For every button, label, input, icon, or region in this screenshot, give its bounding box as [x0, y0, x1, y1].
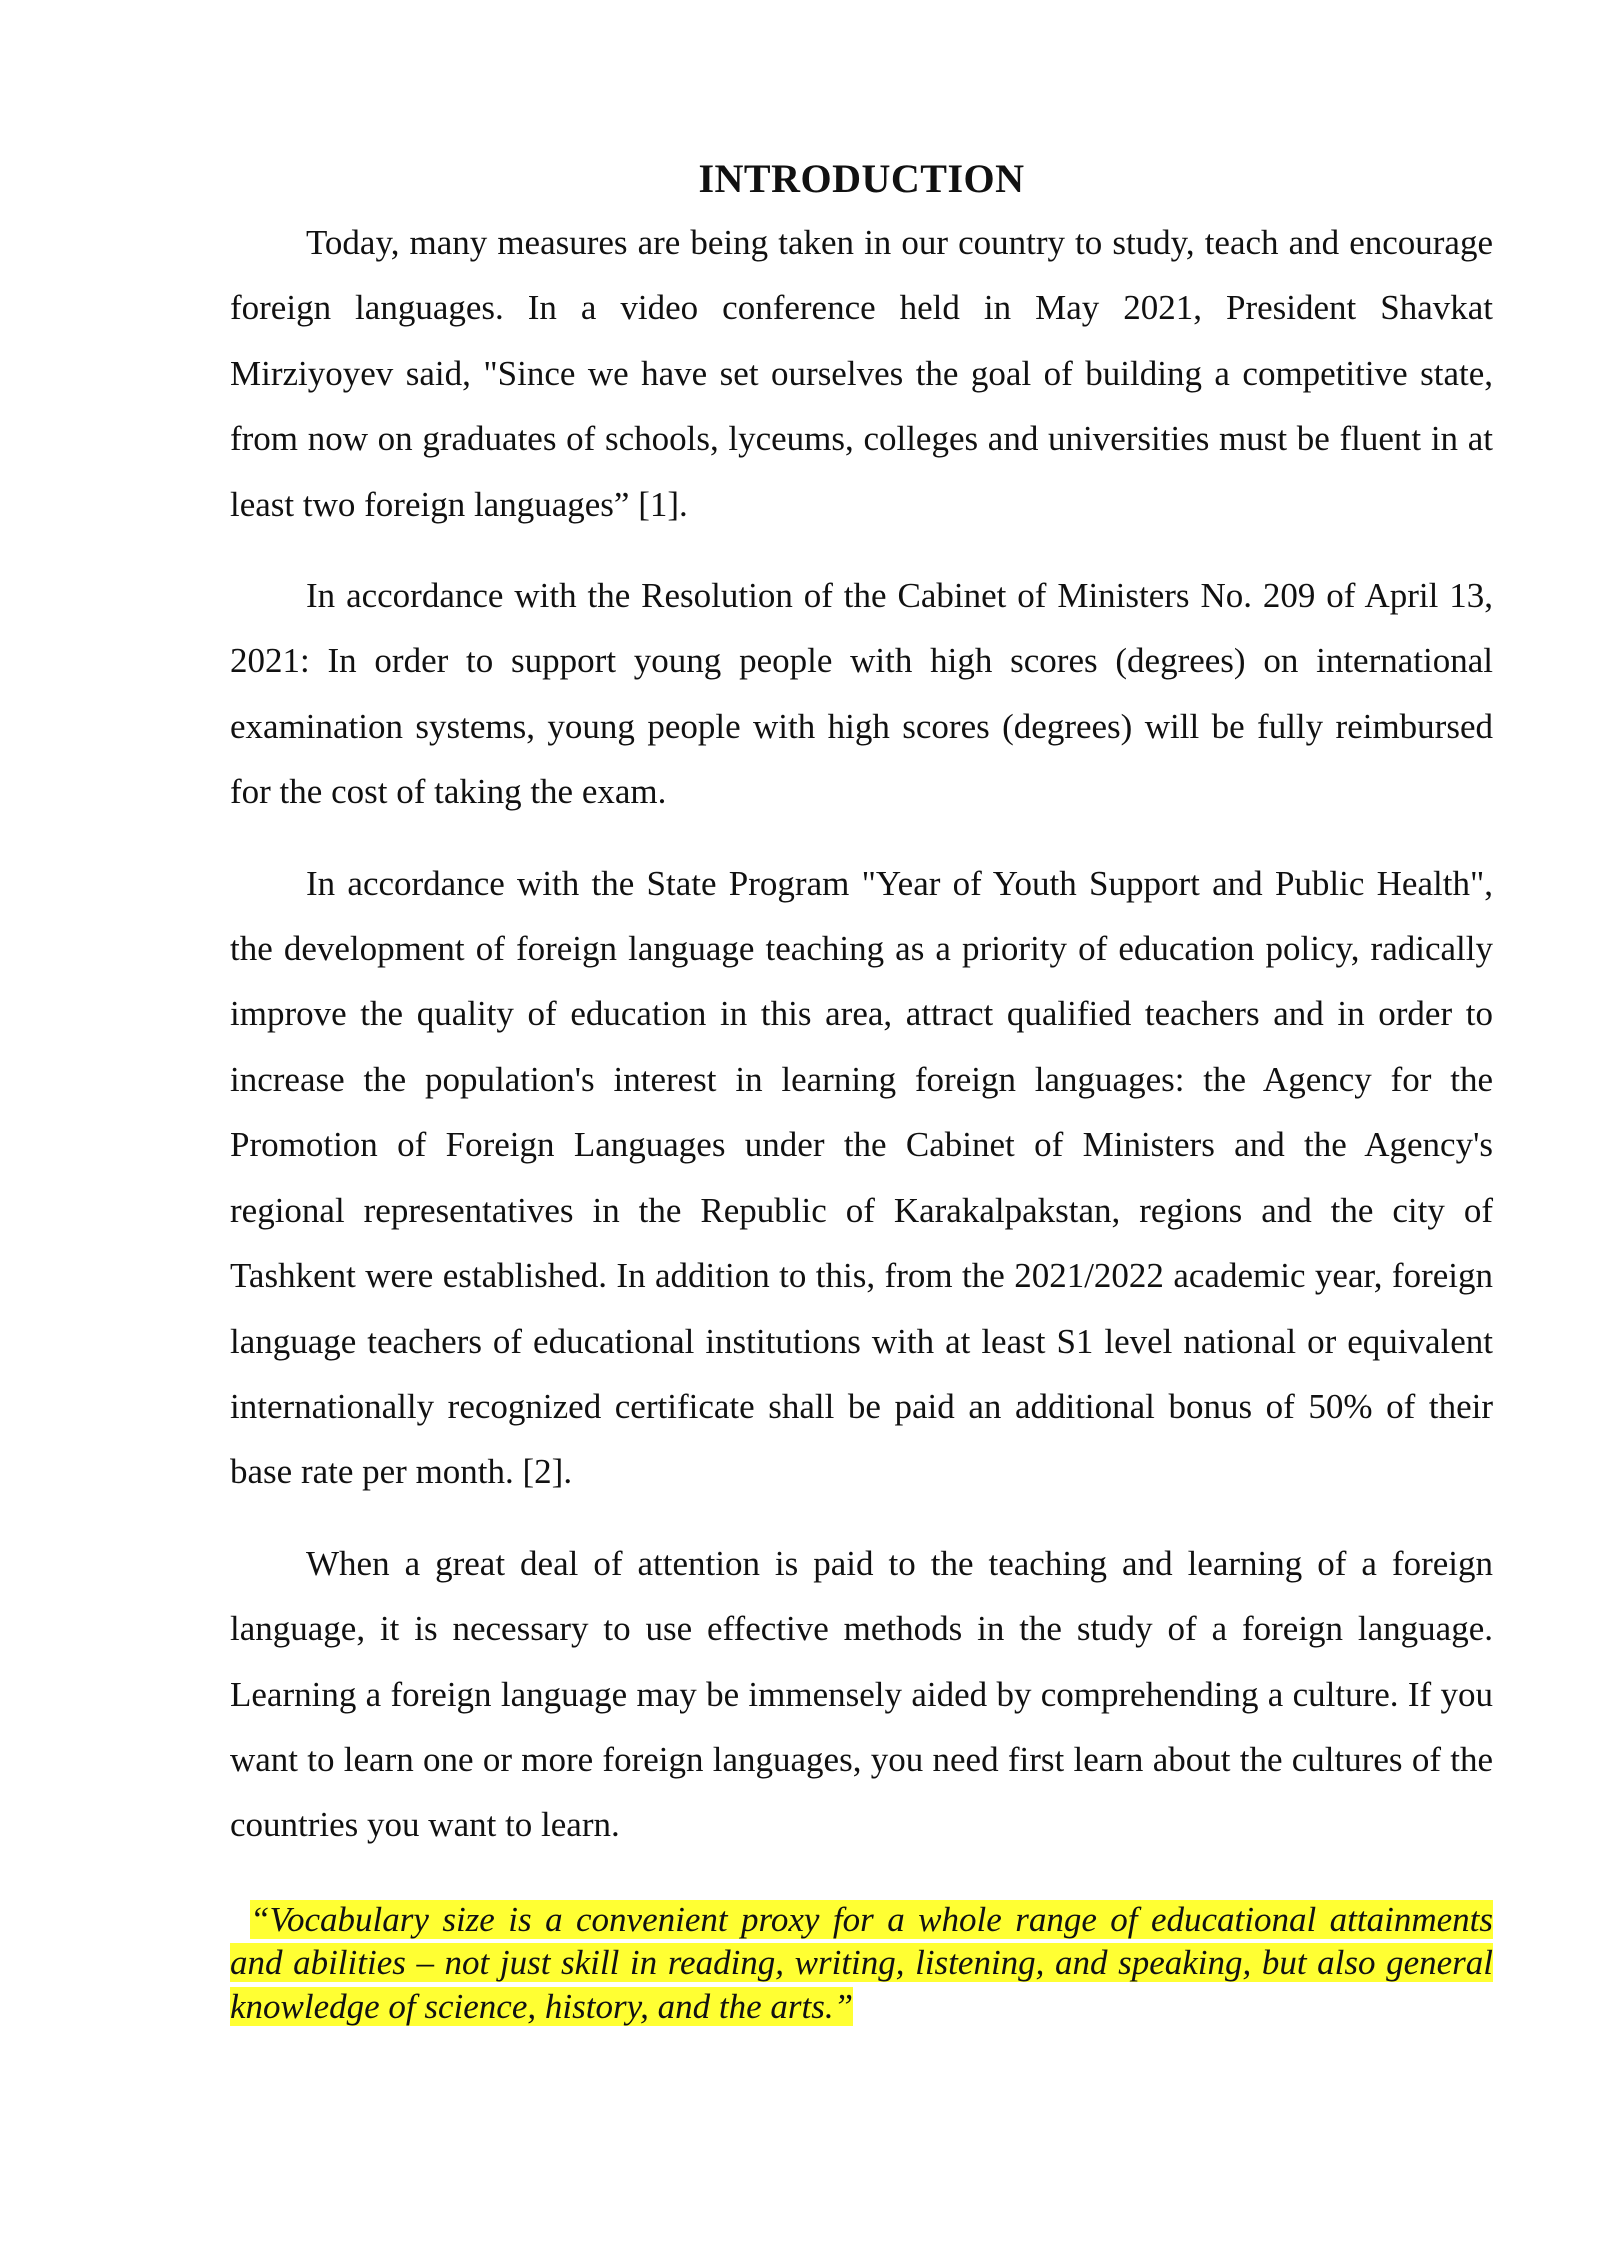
paragraph-4: When a great deal of attention is paid to the teaching and learning of a foreign language, it is necessary to use effective methods in the study of a foreign language. Learning a foreign language may be immensely aided by comprehending a culture. If you want to learn one or more foreign languages, you need first learn about the cultures of the countries you want to learn.: [230, 1543, 1493, 1845]
paragraph-2: In accordance with the Resolution of the Cabinet of Ministers No. 209 of April 13, 2021: In order to support young people with high scores (degrees) on international examination systems, young people with high scores (degrees) will be fully reimbursed for the cost of taking the exam.: [230, 576, 1493, 812]
document-body: [230, 150, 1493, 2063]
paragraph-3: In accordance with the State Program "Year of Youth Support and Public Health", the development of foreign language teaching as a priority of education policy, radically improve the quality of education in this area, attract qualified teachers and in order to increase the population's interest in learning foreign languages: the Agency for the Promotion of Foreign Languages under the Cabinet of Ministers and the Agency's regional representatives in the Republic of Karakalpakstan, regions and the city of Tashkent were established. In addition to this, from the 2021/2022 academic year, foreign language teachers of educational institutions with at least S1 level national or equivalent internationally recognized certificate shall be paid an additional bonus of 50% of their base rate per month. [2].: [230, 863, 1493, 1492]
quote-text: “Vocabulary size is a convenient proxy for a whole range of educational attainments and abilities – not just skill in reading, writing, listening, and speaking, but also general knowledge of science, history, and the arts.”: [230, 1899, 1493, 2026]
highlighted-quote: [230, 1898, 1493, 2029]
page-title: INTRODUCTION: [698, 156, 1025, 201]
paragraph-1: Today, many measures are being taken in our country to study, teach and encourage foreign languages. In a video conference held in May 2021, President Shavkat Mirziyoyev said, "Since we have set ourselves the goal of building a competitive state, from now on graduates of schools, lyceums, colleges and universities must be fluent in at least two foreign languages” [1].: [230, 223, 1493, 524]
